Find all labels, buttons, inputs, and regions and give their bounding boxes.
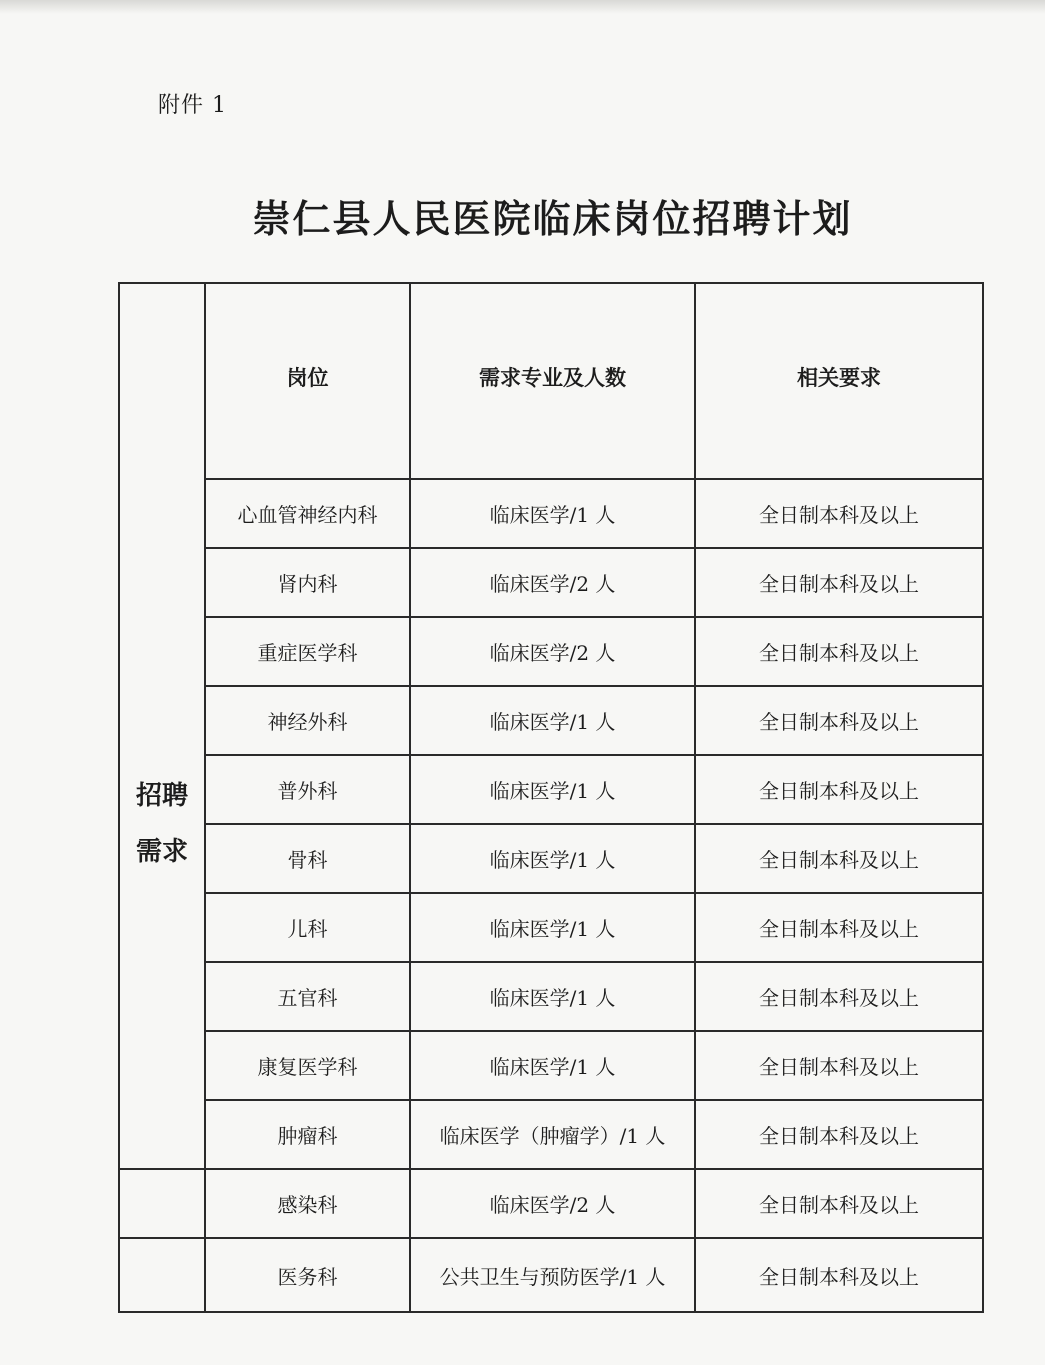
table-row	[119, 824, 983, 893]
cell-major-count: 临床医学（肿瘤学）/1 人	[410, 1100, 695, 1169]
category-cell-recruitment-demand	[119, 479, 205, 1169]
table-row	[119, 1031, 983, 1100]
table-row	[119, 755, 983, 824]
attachment-label: 附件 1	[158, 93, 227, 118]
cell-major-count: 临床医学/2 人	[410, 617, 695, 686]
table-row	[119, 479, 983, 548]
cell-requirement: 全日制本科及以上	[695, 1100, 983, 1169]
table-header-row	[119, 283, 983, 479]
cell-major-count: 临床医学/1 人	[410, 479, 695, 548]
cell-position: 感染科	[205, 1169, 410, 1238]
cell-major-count: 临床医学/1 人	[410, 824, 695, 893]
header-position: 岗位	[205, 283, 410, 479]
cell-major-count: 临床医学/2 人	[410, 1169, 695, 1238]
category-label-line1: 招聘	[135, 780, 188, 811]
cell-position: 医务科	[205, 1238, 410, 1312]
scan-edge-shadow	[0, 0, 1045, 14]
cell-position: 普外科	[205, 755, 410, 824]
cell-requirement: 全日制本科及以上	[695, 479, 983, 548]
cell-position: 骨科	[205, 824, 410, 893]
category-cell-empty	[119, 1238, 205, 1312]
cell-requirement: 全日制本科及以上	[695, 893, 983, 962]
document-title: 崇仁县人民医院临床岗位招聘计划	[252, 197, 853, 241]
cell-position: 肿瘤科	[205, 1100, 410, 1169]
cell-major-count: 临床医学/1 人	[410, 1031, 695, 1100]
cell-major-count: 临床医学/1 人	[410, 893, 695, 962]
cell-major-count: 公共卫生与预防医学/1 人	[410, 1238, 695, 1312]
recruitment-plan-table	[118, 282, 984, 1313]
table-row	[119, 893, 983, 962]
header-major-count: 需求专业及人数	[410, 283, 695, 479]
cell-position: 康复医学科	[205, 1031, 410, 1100]
table-row	[119, 1169, 983, 1238]
cell-requirement: 全日制本科及以上	[695, 548, 983, 617]
table-row	[119, 1238, 983, 1312]
cell-major-count: 临床医学/2 人	[410, 548, 695, 617]
cell-position: 神经外科	[205, 686, 410, 755]
header-requirement: 相关要求	[695, 283, 983, 479]
cell-requirement: 全日制本科及以上	[695, 824, 983, 893]
cell-major-count: 临床医学/1 人	[410, 755, 695, 824]
table-row	[119, 548, 983, 617]
table-row	[119, 686, 983, 755]
table-row	[119, 617, 983, 686]
cell-requirement: 全日制本科及以上	[695, 755, 983, 824]
cell-requirement: 全日制本科及以上	[695, 1238, 983, 1312]
cell-requirement: 全日制本科及以上	[695, 1169, 983, 1238]
cell-position: 五官科	[205, 962, 410, 1031]
cell-requirement: 全日制本科及以上	[695, 686, 983, 755]
category-cell-empty	[119, 1169, 205, 1238]
table-row	[119, 962, 983, 1031]
category-label-line2: 需求	[135, 836, 188, 867]
cell-position: 心血管神经内科	[205, 479, 410, 548]
cell-major-count: 临床医学/1 人	[410, 686, 695, 755]
category-header-cell	[119, 283, 205, 479]
cell-position: 重症医学科	[205, 617, 410, 686]
cell-major-count: 临床医学/1 人	[410, 962, 695, 1031]
cell-requirement: 全日制本科及以上	[695, 962, 983, 1031]
table-row	[119, 1100, 983, 1169]
cell-requirement: 全日制本科及以上	[695, 1031, 983, 1100]
cell-requirement: 全日制本科及以上	[695, 617, 983, 686]
cell-position: 肾内科	[205, 548, 410, 617]
cell-position: 儿科	[205, 893, 410, 962]
